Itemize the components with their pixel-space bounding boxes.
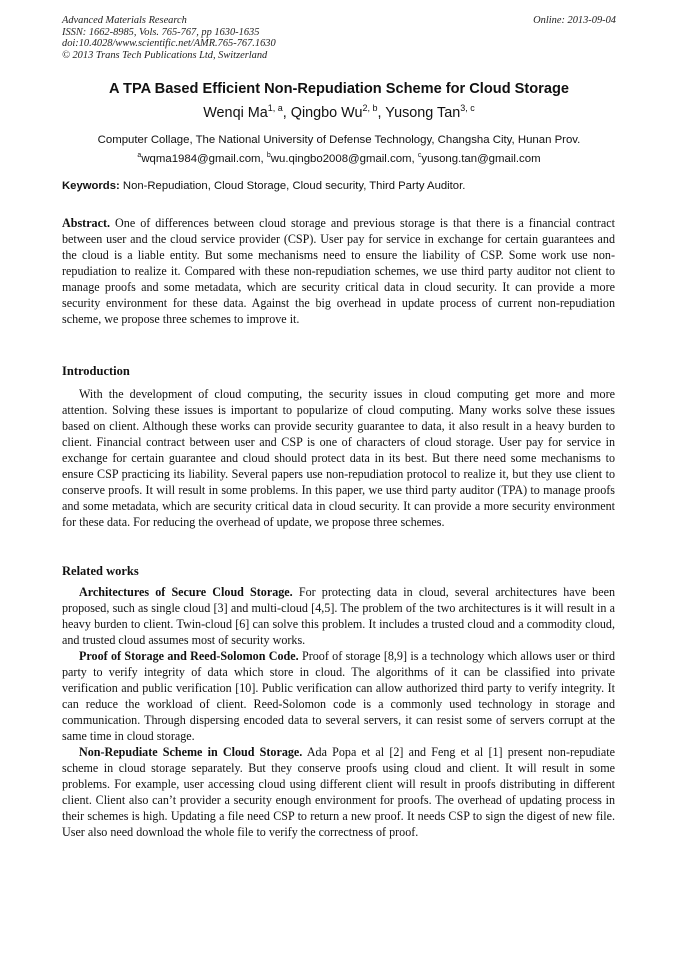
- keywords: [62, 180, 618, 192]
- email-address[interactable]: wu.qingbo2008@gmail.com: [270, 152, 412, 165]
- email-address[interactable]: wqma1984@gmail.com: [141, 152, 261, 165]
- author-name: Wenqi Ma: [203, 104, 268, 121]
- email-address[interactable]: yusong.tan@gmail.com: [421, 152, 541, 165]
- doi-line[interactable]: doi:10.4028/www.scientific.net/AMR.765-767.1630: [62, 38, 276, 50]
- affiliation-block: [0, 133, 678, 167]
- paper-title: A TPA Based Efficient Non-Repudiation Scheme for Cloud Storage: [108, 81, 569, 97]
- related-paragraph: [62, 584, 615, 648]
- copyright-line: © 2013 Trans Tech Publications Ltd, Switzerland: [62, 49, 268, 61]
- author-name: Qingbo Wu: [290, 104, 363, 121]
- affiliation: Computer Collage, The National University of Defense Technology, Changsha City, Hunan Prov.: [97, 134, 581, 146]
- keywords-label: Keywords:: [62, 180, 120, 192]
- abstract-text: One of differences between cloud storage and previous storage is that there is a financial contract between user and the cloud service provider (CSP). User pay for service in exchange for certain guarantees and the cloud is a liable entity. But some mechanisms need to ensure the liability of CSP. Some work use non-repudiation to realize it. Compared with these non-repudiation schemes, we use third party auditor not client to manage proofs and some metadata, which are security critical data in cloud security. It can provide a more security environment for these data. Against the big overhead in update process of current non-repudiation scheme, we propose three schemes to improve it.: [62, 216, 615, 326]
- online-date: Online: 2013-09-04: [533, 15, 616, 26]
- email-list: $^a$wqma1984@gmail.com, $^b$wu.qingbo2008@gmail.com, $^c$yusong.tan@gmail.com: [137, 152, 541, 165]
- author-name: Yusong Tan: [385, 104, 461, 121]
- paragraph-lead: Proof of Storage and Reed-Solomon Code.: [79, 649, 299, 663]
- author-list: Wenqi Ma$^{1, a}$, Qingbo Wu$^{2, b}$, Yusong Tan$^{3, c}$: [203, 103, 475, 121]
- author-sup: 1, a: [267, 103, 283, 113]
- journal-header: [62, 15, 616, 61]
- paragraph-text: Proof of storage [8,9] is a technology which allows user or third party to verify integrity of data which store in cloud. The algorithms of it can be classified into private verification and public verification [10]. Public verification can allow authorized third party to verify integrity. It can reduce the workload of client. Reed-Solomon code is a commonly used technology in storage and communication. Through dispersing encoded data to several servers, it can resist some of servers corrupt at the same time in cloud storage.: [62, 649, 615, 743]
- keywords-text: Non-Repudiation, Cloud Storage, Cloud security, Third Party Auditor.: [122, 180, 466, 192]
- issn-line: ISSN: 1662-8985, Vols. 765-767, pp 1630-1635: [62, 26, 260, 38]
- email-sup: a: [137, 152, 142, 159]
- introduction-section: [62, 386, 615, 530]
- related-paragraph: [62, 744, 615, 840]
- paragraph-text: Ada Popa et al [2] and Feng et al [1] present non-repudiate scheme in cloud storage separately. But they conserve proofs using cloud and client. It will result in some problems. For example, user accessing cloud using different client will result in proofs distributing in different client. Client also can’t provider a security enough environment for proofs. The overhead of updating process in their schemes is high. Updating a file need CSP to return a new proof. It needs CSP to sign the digest of new file. User also need download the whole file to verify the correctness of proof.: [62, 745, 615, 839]
- journal-name: Advanced Materials Research: [62, 15, 187, 26]
- paragraph-lead: Non-Repudiate Scheme in Cloud Storage.: [79, 745, 303, 759]
- author-sup: 2, b: [362, 103, 378, 113]
- email-sup: c: [417, 152, 422, 159]
- abstract: [62, 215, 615, 327]
- abstract-label: Abstract.: [62, 216, 111, 230]
- related-paragraph: [62, 648, 615, 744]
- author-sup: 3, c: [460, 103, 475, 113]
- email-sup: b: [266, 152, 271, 159]
- related-works-section: [62, 584, 615, 840]
- paragraph-text: For protecting data in cloud, several architectures have been proposed, such as single cloud [3] and multi-cloud [4,5]. The problem of the two architectures is it will result in a heavy burden to client. Twin-cloud [6] can solve this problem. It includes a trusted cloud and a commodity cloud, and trusted cloud assumes most of security works.: [62, 585, 615, 647]
- related-works-heading: Related works: [62, 564, 139, 578]
- paragraph-lead: Architectures of Secure Cloud Storage.: [79, 585, 293, 599]
- introduction-paragraph: With the development of cloud computing, the security issues in cloud computing get more and more attention. Solving these issues is important to popularize of cloud computing. Many works solve these issues based on client. Although these works can provide security guarantee to data, it also result in a heavy burden to client. Financial contract between user and CSP is one of characters of cloud storage. User pay for service in exchange for certain guarantee and cloud should protect data in its best. But there need some mechanisms to ensure CSP practicing its liability. Several papers use non-repudiation protocol to realize it, but they use client to conserve proofs. It will result in some problems. In this paper, we use third party auditor (TPA) to manage proofs and some metadata, which are security critical data in cloud security. It can provide a more security environment for these data. For reducing the overhead of update, we propose three schemes.: [62, 387, 615, 529]
- introduction-heading: Introduction: [62, 364, 130, 378]
